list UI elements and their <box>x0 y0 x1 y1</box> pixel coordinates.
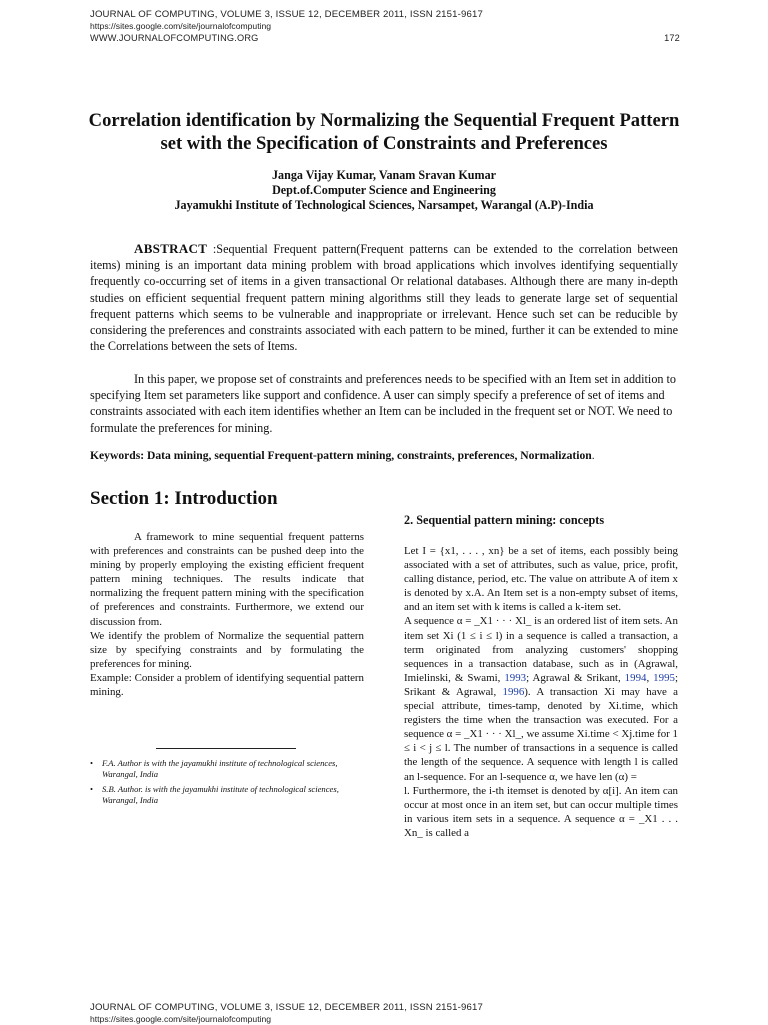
section2-body <box>404 544 678 840</box>
bullet-icon: • <box>90 784 94 794</box>
footnote <box>90 758 360 780</box>
section1-paragraph: We identify the problem of Normalize the sequential pattern size by specifying constraints and by formulating the preferences for mining. <box>90 629 364 670</box>
footnote-divider <box>156 748 296 749</box>
paper-title: Correlation identification by Normalizing the Sequential Frequent Pattern set with the Specification of Constraints and Preferences <box>88 110 680 154</box>
section1-paragraph: Example: Consider a problem of identifying sequential pattern mining. <box>90 671 364 699</box>
keywords <box>90 449 690 462</box>
journal-url[interactable]: https://sites.google.com/site/journalofcomputing <box>90 21 272 31</box>
keywords-text: Data mining, sequential Frequent-pattern mining, constraints, preferences, Normalization <box>144 449 592 462</box>
keywords-end: . <box>591 449 595 462</box>
journal-site[interactable]: WWW.JOURNALOFCOMPUTING.ORG <box>90 33 259 43</box>
footer-journal: JOURNAL OF COMPUTING, VOLUME 3, ISSUE 12, DECEMBER 2011, ISSN 2151-9617 <box>90 1002 483 1013</box>
page-number: 172 <box>664 33 680 43</box>
section2-paragraph: Let I = {x1, . . . , xn} be a set of items, each possibly being associated with a set of attributes, such as value, price, profit, calling distance, period, etc. The value on attribute A of item x is denoted by x.A. An Item set is a non-empty subset of items, and an item set with k items is called a k-item set. <box>404 545 678 614</box>
section2-heading: 2. Sequential pattern mining: concepts <box>404 513 605 527</box>
footnote-text: F.A. Author is with the jayamukhi institute of technological sciences, Warangal, India <box>102 758 338 779</box>
abstract <box>90 241 678 354</box>
bullet-icon: • <box>90 758 94 768</box>
footnote <box>90 784 360 806</box>
page-footer <box>90 1002 680 1025</box>
section1-paragraph: A framework to mine sequential frequent patterns with preferences and constraints can be pushed deep into the mining by properly employing the existing efficient frequent pattern mining techniques. The results indicate that normalizing the frequent pattern mining with the specification of preferences and constraints. Furthermore, we extend our discussion from. <box>90 531 364 628</box>
text-run: ; Srikant & Agrawal, <box>404 671 678 698</box>
text-run: ). A transaction Xi may have a special attribute, times-tamp, denoted by Xi.time, which registers the time when the transaction was executed. For a sequence α = _X1 · · · Xl_, we assume Xi.time < Xj.time for 1 ≤ i < j ≤ l. The number of transactions in a sequence is called the length of the sequence. A sequence with length l is called an l-sequence. For an l-sequence α, we have len (α) = <box>404 685 678 783</box>
author-names: Janga Vijay Kumar, Vanam Sravan Kumar <box>272 168 496 182</box>
section2-paragraph <box>404 614 678 783</box>
page-header <box>90 9 680 44</box>
footnote-text: S.B. Author. is with the jayamukhi institute of technological sciences, Warangal, India <box>102 784 339 805</box>
section1-heading: Section 1: Introduction <box>90 488 278 509</box>
keywords-label: Keywords: <box>90 449 145 462</box>
author-dept: Dept.of.Computer Science and Engineering <box>272 183 496 197</box>
abstract-paragraph-2: In this paper, we propose set of constraints and preferences needs to be specified with an Item set in addition to specifying Item set parameters like support and confidence. A user can simply specify a preference of set of items and constraints associated with each item identifies whether an Item can be included in the frequent set or NOT. We need to formulate the preferences for mining. <box>90 372 677 435</box>
footer-url[interactable]: https://sites.google.com/site/journalofcomputing <box>90 1014 272 1024</box>
citation-link[interactable]: 1996 <box>502 685 525 698</box>
text-run: A sequence α = _X1 · · · Xl_ is an ordered list of item sets. An item set Xi (1 ≤ i ≤ l) in a sequence is called a transaction, a term originated from analyzing customers' shopping sequences in a transaction database, such as in (Agrawal, Imielinski, & Swami, <box>404 615 678 684</box>
site-line <box>90 32 680 44</box>
author-block <box>80 168 688 213</box>
text-run: ; Agrawal & Srikant, <box>526 671 625 684</box>
section1-body <box>90 530 364 699</box>
section2-paragraph: l. Furthermore, the i-th itemset is denoted by α[i]. An item can occur at most once in an item set, but can occur multiple times in various item sets in a sequence. A sequence α = _X1 . . . Xn_ is called a <box>404 784 678 839</box>
citation-link[interactable]: 1995 <box>653 671 675 684</box>
text-run: , <box>646 671 654 684</box>
journal-line: JOURNAL OF COMPUTING, VOLUME 3, ISSUE 12, DECEMBER 2011, ISSN 2151-9617 <box>90 9 483 20</box>
citation-link[interactable]: 1994 <box>624 671 647 684</box>
abstract-text: :Sequential Frequent pattern(Frequent patterns can be extended to the correlation between items) mining is an important data mining problem with broad applications which involves identifying sequentially frequently co-occurring set of items in a given transactional Or relational databases. Although there are many in-depth studies on efficient sequential frequent pattern mining algorithms still they leads to generate large set of sequential frequent patterns which seems to be vulnerable and inappropriate or irrelevant. Hence such set can be reducible by considering the preferences and constraints associated with each pattern to be mined, further it can be extended to mine the Correlations between the sets of Items. <box>90 242 678 354</box>
author-institute: Jayamukhi Institute of Technological Sciences, Narsampet, Warangal (A.P)-India <box>174 198 594 212</box>
citation-link[interactable]: 1993 <box>504 671 527 684</box>
abstract-label: ABSTRACT <box>134 241 208 256</box>
